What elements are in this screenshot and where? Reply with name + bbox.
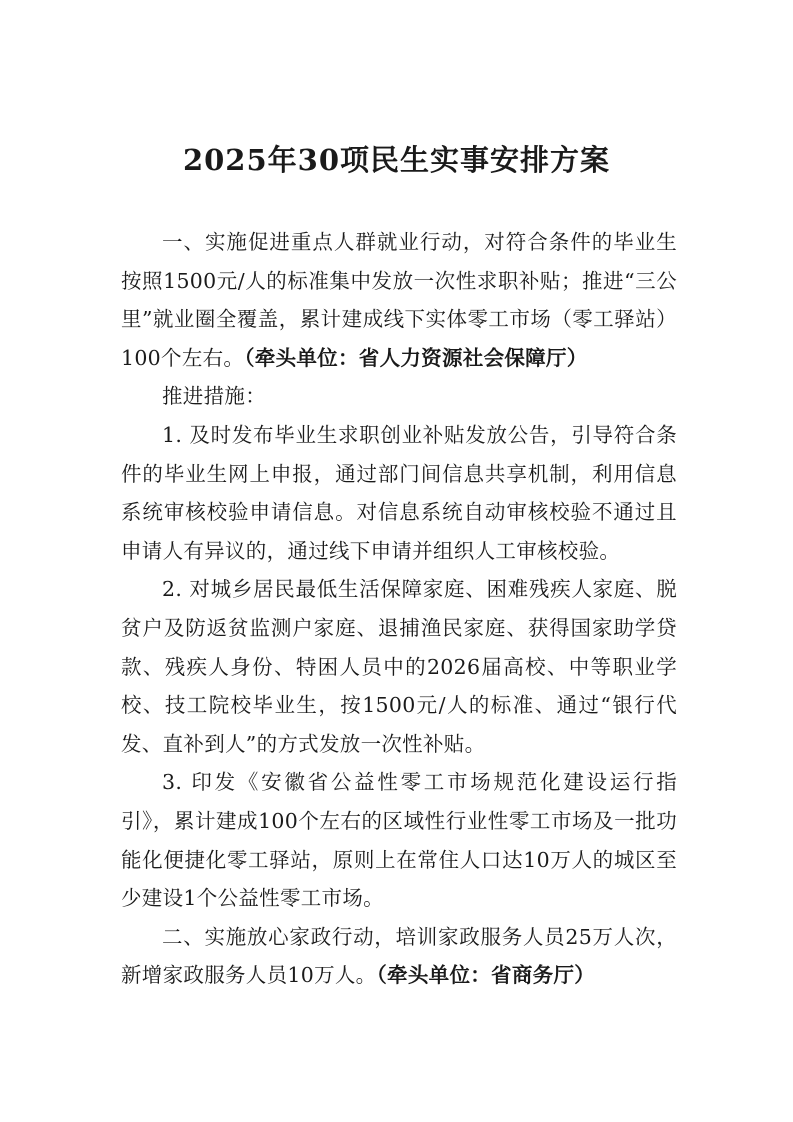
document-body [121,223,677,995]
section-1-text: 一、实施促进重点人群就业行动，对符合条件的毕业生按照1500元/人的标准集中发放一次性求职补贴；推进“三公里”就业圈全覆盖，累计建成线下实体零工市场（零工驿站）100个左右。 [121,230,677,370]
section-2-lead-unit: （牵头单位：省商务厅） [376,963,596,988]
measure-2: 2. 对城乡居民最低生活保障家庭、困难残疾人家庭、脱贫户及防返贫监测户家庭、退捕渔民家庭、获得国家助学贷款、残疾人身份、特困人员中的2026届高校、中等职业学校、技工院校毕业生，按1500元/人的标准、通过“银行代发、直补到人”的方式发放一次性补贴。 [121,577,677,756]
section-1-lead-unit: （牵头单位：省人力资源社会保障厅） [244,345,588,370]
measures-label: 推进措施： [162,384,266,409]
page-title: 2025年30项民生实事安排方案 [182,143,611,177]
section-2 [121,918,677,995]
measure-3: 3. 印发《安徽省公益性零工市场规范化建设运行指引》，累计建成100个左右的区域性行业性零工市场及一批功能化便捷化零工驿站，原则上在常住人口达10万人的城区至少建设1个公益性零工市场。 [121,770,677,911]
section-2-text: 二、实施放心家政行动，培训家政服务人员25万人次，新增家政服务人员10万人。 [121,924,677,988]
section-1 [121,223,677,377]
measure-1: 1. 及时发布毕业生求职创业补贴发放公告，引导符合条件的毕业生网上申报，通过部门间信息共享机制，利用信息系统审核校验申请信息。对信息系统自动审核校验不通过且申请人有异议的，通过线下申请并组织人工审核校验。 [121,422,677,563]
